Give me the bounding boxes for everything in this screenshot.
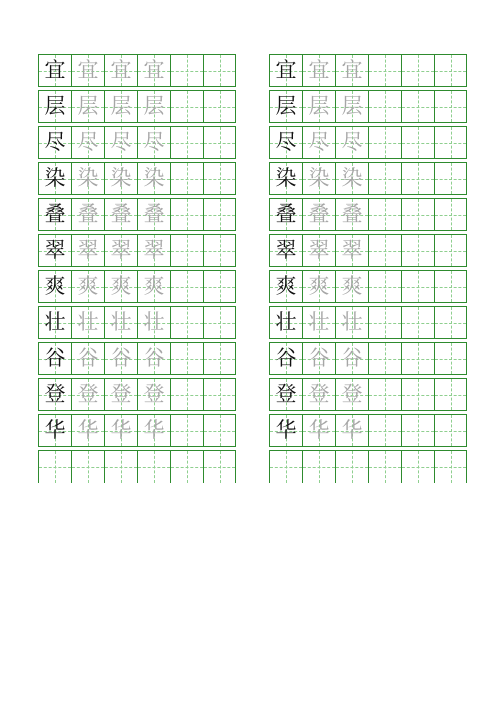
trace-character-cell bbox=[104, 126, 137, 159]
practice-row bbox=[38, 450, 467, 483]
grid-cell-empty bbox=[203, 162, 236, 195]
practice-block-left bbox=[38, 378, 236, 411]
grid-cell-empty bbox=[368, 270, 401, 303]
practice-block-right bbox=[269, 450, 467, 483]
character-glyph: 染 bbox=[308, 166, 330, 190]
trace-character-cell bbox=[71, 54, 104, 87]
character-glyph: 叠 bbox=[341, 202, 363, 226]
practice-sheet bbox=[38, 54, 467, 486]
grid-cell-empty bbox=[401, 198, 434, 231]
character-glyph: 层 bbox=[341, 94, 363, 118]
practice-row bbox=[38, 234, 467, 267]
trace-character-cell bbox=[71, 198, 104, 231]
model-character-cell bbox=[38, 234, 71, 267]
trace-character-cell bbox=[137, 270, 170, 303]
character-glyph: 宜 bbox=[110, 58, 132, 82]
character-glyph: 尽 bbox=[77, 130, 99, 154]
grid-cell-empty bbox=[170, 306, 203, 339]
grid-cell-empty bbox=[434, 198, 467, 231]
grid-cell-empty bbox=[203, 90, 236, 123]
practice-row bbox=[38, 414, 467, 447]
practice-block-right bbox=[269, 54, 467, 87]
trace-character-cell bbox=[335, 306, 368, 339]
grid-cell-empty bbox=[203, 234, 236, 267]
trace-character-cell bbox=[104, 54, 137, 87]
character-glyph: 层 bbox=[110, 94, 132, 118]
character-glyph: 华 bbox=[44, 418, 66, 442]
character-glyph: 叠 bbox=[143, 202, 165, 226]
trace-character-cell bbox=[71, 234, 104, 267]
character-glyph: 壮 bbox=[143, 310, 165, 334]
model-character-cell bbox=[38, 342, 71, 375]
character-glyph: 谷 bbox=[341, 346, 363, 370]
grid-cell-empty bbox=[203, 378, 236, 411]
grid-cell-empty bbox=[368, 198, 401, 231]
grid-cell-empty bbox=[401, 450, 434, 483]
character-glyph: 宜 bbox=[44, 58, 66, 82]
trace-character-cell bbox=[302, 414, 335, 447]
practice-block-left bbox=[38, 414, 236, 447]
grid-cell-empty bbox=[401, 234, 434, 267]
practice-row bbox=[38, 126, 467, 159]
character-glyph: 尽 bbox=[275, 130, 297, 154]
character-glyph: 华 bbox=[110, 418, 132, 442]
trace-character-cell bbox=[137, 198, 170, 231]
practice-block-right bbox=[269, 90, 467, 123]
trace-character-cell bbox=[104, 378, 137, 411]
character-glyph: 叠 bbox=[275, 202, 297, 226]
grid-cell-empty bbox=[368, 342, 401, 375]
character-glyph: 翠 bbox=[275, 238, 297, 262]
trace-character-cell bbox=[137, 234, 170, 267]
trace-character-cell bbox=[104, 90, 137, 123]
character-glyph: 染 bbox=[44, 166, 66, 190]
trace-character-cell bbox=[71, 270, 104, 303]
character-glyph: 爽 bbox=[77, 274, 99, 298]
character-glyph: 宜 bbox=[77, 58, 99, 82]
grid-cell-empty bbox=[401, 54, 434, 87]
model-character-cell bbox=[269, 90, 302, 123]
character-glyph: 华 bbox=[308, 418, 330, 442]
character-glyph: 叠 bbox=[77, 202, 99, 226]
trace-character-cell bbox=[302, 90, 335, 123]
grid-cell-empty bbox=[170, 450, 203, 483]
grid-cell-empty bbox=[434, 234, 467, 267]
practice-block-left bbox=[38, 234, 236, 267]
model-character-cell bbox=[269, 414, 302, 447]
model-character-cell bbox=[269, 342, 302, 375]
practice-row bbox=[38, 90, 467, 123]
grid-cell-empty bbox=[434, 270, 467, 303]
trace-character-cell bbox=[335, 198, 368, 231]
character-glyph: 染 bbox=[77, 166, 99, 190]
grid-cell-empty bbox=[368, 162, 401, 195]
trace-character-cell bbox=[335, 342, 368, 375]
model-character-cell bbox=[269, 198, 302, 231]
grid-cell-empty bbox=[368, 90, 401, 123]
model-character-cell bbox=[269, 270, 302, 303]
trace-character-cell bbox=[302, 306, 335, 339]
grid-cell-empty bbox=[368, 126, 401, 159]
trace-character-cell bbox=[302, 234, 335, 267]
practice-block-left bbox=[38, 450, 236, 483]
trace-character-cell bbox=[104, 234, 137, 267]
trace-character-cell bbox=[71, 414, 104, 447]
grid-cell-empty bbox=[368, 234, 401, 267]
character-glyph: 谷 bbox=[143, 346, 165, 370]
character-glyph: 宜 bbox=[275, 58, 297, 82]
character-glyph: 谷 bbox=[308, 346, 330, 370]
grid-cell-empty bbox=[302, 450, 335, 483]
character-glyph: 华 bbox=[143, 418, 165, 442]
character-glyph: 尽 bbox=[110, 130, 132, 154]
trace-character-cell bbox=[137, 162, 170, 195]
character-glyph: 翠 bbox=[44, 238, 66, 262]
model-character-cell bbox=[269, 306, 302, 339]
trace-character-cell bbox=[104, 342, 137, 375]
practice-block-right bbox=[269, 162, 467, 195]
grid-cell-empty bbox=[434, 378, 467, 411]
model-character-cell bbox=[38, 54, 71, 87]
grid-cell-empty bbox=[203, 306, 236, 339]
character-glyph: 宜 bbox=[308, 58, 330, 82]
character-glyph: 染 bbox=[143, 166, 165, 190]
character-glyph: 谷 bbox=[110, 346, 132, 370]
character-glyph: 爽 bbox=[308, 274, 330, 298]
character-glyph: 华 bbox=[77, 418, 99, 442]
practice-block-left bbox=[38, 126, 236, 159]
model-character-cell bbox=[38, 378, 71, 411]
character-glyph: 登 bbox=[77, 382, 99, 406]
grid-cell-empty bbox=[170, 90, 203, 123]
trace-character-cell bbox=[71, 378, 104, 411]
grid-cell-empty bbox=[170, 162, 203, 195]
character-glyph: 宜 bbox=[341, 58, 363, 82]
practice-row bbox=[38, 378, 467, 411]
character-glyph: 叠 bbox=[110, 202, 132, 226]
character-glyph: 翠 bbox=[77, 238, 99, 262]
character-glyph: 翠 bbox=[341, 238, 363, 262]
practice-block-left bbox=[38, 270, 236, 303]
character-glyph: 层 bbox=[143, 94, 165, 118]
model-character-cell bbox=[269, 126, 302, 159]
character-glyph: 谷 bbox=[44, 346, 66, 370]
character-glyph: 染 bbox=[275, 166, 297, 190]
grid-cell-empty bbox=[434, 162, 467, 195]
practice-block-right bbox=[269, 342, 467, 375]
character-glyph: 爽 bbox=[275, 274, 297, 298]
grid-cell-empty bbox=[401, 378, 434, 411]
grid-cell-empty bbox=[71, 450, 104, 483]
practice-row bbox=[38, 54, 467, 87]
model-character-cell bbox=[38, 198, 71, 231]
practice-block-left bbox=[38, 90, 236, 123]
grid-cell-empty bbox=[170, 342, 203, 375]
character-glyph: 爽 bbox=[44, 274, 66, 298]
character-glyph: 登 bbox=[275, 382, 297, 406]
trace-character-cell bbox=[302, 54, 335, 87]
trace-character-cell bbox=[335, 234, 368, 267]
grid-cell-empty bbox=[368, 378, 401, 411]
grid-cell-empty bbox=[401, 414, 434, 447]
trace-character-cell bbox=[71, 90, 104, 123]
practice-block-right bbox=[269, 234, 467, 267]
character-glyph: 翠 bbox=[110, 238, 132, 262]
grid-cell-empty bbox=[170, 198, 203, 231]
trace-character-cell bbox=[104, 270, 137, 303]
character-glyph: 谷 bbox=[77, 346, 99, 370]
practice-row bbox=[38, 270, 467, 303]
trace-character-cell bbox=[71, 342, 104, 375]
trace-character-cell bbox=[335, 378, 368, 411]
model-character-cell bbox=[269, 54, 302, 87]
grid-cell-empty bbox=[269, 450, 302, 483]
character-glyph: 壮 bbox=[275, 310, 297, 334]
grid-cell-empty bbox=[170, 414, 203, 447]
grid-cell-empty bbox=[401, 306, 434, 339]
practice-row bbox=[38, 342, 467, 375]
character-glyph: 尽 bbox=[44, 130, 66, 154]
trace-character-cell bbox=[335, 414, 368, 447]
practice-block-left bbox=[38, 342, 236, 375]
practice-block-right bbox=[269, 414, 467, 447]
character-glyph: 壮 bbox=[44, 310, 66, 334]
grid-cell-empty bbox=[434, 54, 467, 87]
character-glyph: 爽 bbox=[143, 274, 165, 298]
grid-cell-empty bbox=[170, 378, 203, 411]
trace-character-cell bbox=[104, 414, 137, 447]
character-glyph: 叠 bbox=[308, 202, 330, 226]
practice-block-left bbox=[38, 306, 236, 339]
grid-cell-empty bbox=[401, 342, 434, 375]
trace-character-cell bbox=[71, 162, 104, 195]
trace-character-cell bbox=[335, 162, 368, 195]
grid-cell-empty bbox=[434, 450, 467, 483]
grid-cell-empty bbox=[368, 54, 401, 87]
trace-character-cell bbox=[137, 378, 170, 411]
trace-character-cell bbox=[137, 54, 170, 87]
character-glyph: 翠 bbox=[143, 238, 165, 262]
grid-cell-empty bbox=[368, 450, 401, 483]
grid-cell-empty bbox=[434, 306, 467, 339]
grid-cell-empty bbox=[434, 342, 467, 375]
trace-character-cell bbox=[137, 342, 170, 375]
practice-block-right bbox=[269, 270, 467, 303]
character-glyph: 翠 bbox=[308, 238, 330, 262]
character-glyph: 宜 bbox=[143, 58, 165, 82]
trace-character-cell bbox=[302, 342, 335, 375]
character-glyph: 叠 bbox=[44, 202, 66, 226]
model-character-cell bbox=[269, 234, 302, 267]
practice-block-left bbox=[38, 198, 236, 231]
grid-cell-empty bbox=[401, 90, 434, 123]
grid-cell-empty bbox=[335, 450, 368, 483]
trace-character-cell bbox=[302, 126, 335, 159]
trace-character-cell bbox=[302, 198, 335, 231]
character-glyph: 登 bbox=[308, 382, 330, 406]
trace-character-cell bbox=[302, 378, 335, 411]
grid-cell-empty bbox=[170, 54, 203, 87]
practice-block-left bbox=[38, 162, 236, 195]
character-glyph: 层 bbox=[77, 94, 99, 118]
grid-cell-empty bbox=[368, 414, 401, 447]
model-character-cell bbox=[38, 270, 71, 303]
grid-cell-empty bbox=[170, 270, 203, 303]
character-glyph: 层 bbox=[308, 94, 330, 118]
trace-character-cell bbox=[104, 162, 137, 195]
trace-character-cell bbox=[137, 414, 170, 447]
grid-cell-empty bbox=[203, 198, 236, 231]
trace-character-cell bbox=[137, 306, 170, 339]
character-glyph: 登 bbox=[110, 382, 132, 406]
character-glyph: 染 bbox=[341, 166, 363, 190]
character-glyph: 华 bbox=[275, 418, 297, 442]
character-glyph: 尽 bbox=[308, 130, 330, 154]
model-character-cell bbox=[38, 414, 71, 447]
character-glyph: 染 bbox=[110, 166, 132, 190]
trace-character-cell bbox=[335, 126, 368, 159]
practice-block-right bbox=[269, 378, 467, 411]
trace-character-cell bbox=[302, 162, 335, 195]
character-glyph: 层 bbox=[44, 94, 66, 118]
character-glyph: 爽 bbox=[341, 274, 363, 298]
practice-block-left bbox=[38, 54, 236, 87]
character-glyph: 登 bbox=[143, 382, 165, 406]
trace-character-cell bbox=[71, 126, 104, 159]
grid-cell-empty bbox=[170, 234, 203, 267]
grid-cell-empty bbox=[401, 126, 434, 159]
character-glyph: 尽 bbox=[341, 130, 363, 154]
trace-character-cell bbox=[335, 54, 368, 87]
model-character-cell bbox=[38, 126, 71, 159]
trace-character-cell bbox=[104, 198, 137, 231]
practice-block-right bbox=[269, 126, 467, 159]
grid-cell-empty bbox=[203, 270, 236, 303]
trace-character-cell bbox=[104, 306, 137, 339]
model-character-cell bbox=[269, 162, 302, 195]
grid-cell-empty bbox=[203, 54, 236, 87]
grid-cell-empty bbox=[434, 126, 467, 159]
practice-row bbox=[38, 162, 467, 195]
trace-character-cell bbox=[137, 126, 170, 159]
character-glyph: 壮 bbox=[77, 310, 99, 334]
grid-cell-empty bbox=[38, 450, 71, 483]
grid-cell-empty bbox=[401, 270, 434, 303]
practice-row bbox=[38, 198, 467, 231]
model-character-cell bbox=[269, 378, 302, 411]
character-glyph: 壮 bbox=[110, 310, 132, 334]
grid-cell-empty bbox=[401, 162, 434, 195]
grid-cell-empty bbox=[203, 414, 236, 447]
character-glyph: 登 bbox=[44, 382, 66, 406]
grid-cell-empty bbox=[137, 450, 170, 483]
trace-character-cell bbox=[335, 90, 368, 123]
grid-cell-empty bbox=[170, 126, 203, 159]
grid-cell-empty bbox=[434, 414, 467, 447]
practice-block-right bbox=[269, 306, 467, 339]
grid-cell-empty bbox=[203, 450, 236, 483]
practice-row bbox=[38, 306, 467, 339]
trace-character-cell bbox=[335, 270, 368, 303]
model-character-cell bbox=[38, 162, 71, 195]
character-glyph: 登 bbox=[341, 382, 363, 406]
grid-cell-empty bbox=[104, 450, 137, 483]
trace-character-cell bbox=[302, 270, 335, 303]
grid-cell-empty bbox=[203, 126, 236, 159]
trace-character-cell bbox=[71, 306, 104, 339]
character-glyph: 层 bbox=[275, 94, 297, 118]
character-glyph: 谷 bbox=[275, 346, 297, 370]
trace-character-cell bbox=[137, 90, 170, 123]
grid-cell-empty bbox=[368, 306, 401, 339]
practice-block-right bbox=[269, 198, 467, 231]
model-character-cell bbox=[38, 306, 71, 339]
character-glyph: 爽 bbox=[110, 274, 132, 298]
character-glyph: 尽 bbox=[143, 130, 165, 154]
model-character-cell bbox=[38, 90, 71, 123]
character-glyph: 华 bbox=[341, 418, 363, 442]
grid-cell-empty bbox=[203, 342, 236, 375]
grid-cell-empty bbox=[434, 90, 467, 123]
character-glyph: 壮 bbox=[341, 310, 363, 334]
character-glyph: 壮 bbox=[308, 310, 330, 334]
